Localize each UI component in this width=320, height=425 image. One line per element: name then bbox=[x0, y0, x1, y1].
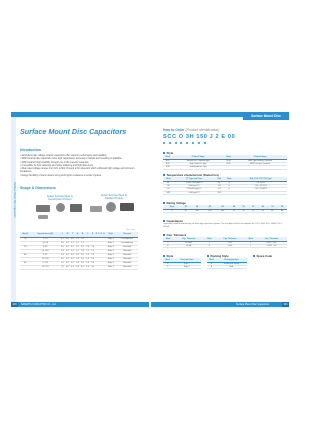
list-item: • Samwha's high voltage ceramic capacitors offer superior performance and reliability. bbox=[20, 155, 107, 157]
terminal2-label: Solder Terminal (Style 2) Standard Product bbox=[100, 194, 128, 200]
table-header-row: Mark Terminal Form bbox=[163, 258, 201, 262]
intro-heading: Introduction bbox=[20, 148, 41, 152]
list-item: • Wide rated voltage ranges from 1kV to 6kV, through a thin dielectric which withstand high voltage and minimum breakdown. bbox=[20, 168, 135, 174]
style2-table bbox=[163, 258, 201, 269]
table-row: B Bulk bbox=[207, 265, 247, 268]
dimensions-table bbox=[20, 232, 138, 270]
rating-table bbox=[163, 205, 287, 213]
table-row: 10~100 5.4 4.4 3.6 1.5 2.8 2.2 2.2 Style 2 Standard bbox=[20, 249, 138, 253]
table-row: V 50 100 250 500 1K 2K 3K 5K 6K 8K bbox=[163, 209, 287, 212]
style-table bbox=[163, 155, 287, 170]
capacitance-note: Capacitance shall be indicated by the three digit capacitance figures. The first digits shall be the multiplier. Ex: 150 = 15pF, 101 = 100pF, 102 = 1000pF bbox=[163, 223, 282, 228]
list-item: • Compatible for flow soldering and reflow soldering and high placement. bbox=[20, 164, 94, 167]
table-row: C ±0.25pF J ±5% Z +80%, -20% bbox=[163, 241, 287, 244]
tc-table bbox=[163, 177, 287, 195]
table-row: SCC Normal Disc Capacitor type SCM SMD Type Sealing Capacitor bbox=[163, 159, 287, 162]
tolerance-table bbox=[163, 237, 287, 248]
table-header-row: Mark Product Name Mark Product Name bbox=[163, 155, 287, 159]
table-row: 10~150 6.2 5.4 4.0 1.6 3.2 2.6 2.6 Style 2 Standard bbox=[20, 257, 138, 261]
table-row: 4D 5~220 7.0 6.0 4.0 1.8 3.6 2.8 2.8 Style 2 Standard bbox=[20, 261, 138, 265]
packing-heading: Packing Style bbox=[207, 254, 229, 258]
spare-heading: Spare Code bbox=[253, 254, 272, 258]
table-row: 10~56 4.6 3.4 3.4 1.2 2.2 Style 1 Development bbox=[20, 241, 138, 245]
table-header-row: Mark TC Type and Class EIA Mark EIA, TCA, Y5P, Y5V Type bbox=[163, 177, 287, 181]
unit-note: Unit : mm bbox=[126, 229, 135, 231]
table-row: 10~270 7.6 6.6 4.4 1.8 4.0 3.0 3.0 Style 2 Standard bbox=[20, 265, 138, 269]
intro-list bbox=[20, 155, 138, 178]
table-row: UJ -750±120 ppm/°C UJ F Y5V +22/-82% bbox=[163, 188, 287, 191]
style-heading: Style bbox=[163, 151, 173, 155]
terminal1-label: Solder Terminal (Style 1) Development Product bbox=[46, 195, 74, 201]
table-header-row: Mark Packaging Style bbox=[207, 258, 247, 262]
table-header-row: Mark Cap. Tolerance Mark Cap. Tolerance Mark Cap. Tolerance bbox=[163, 237, 287, 241]
page-number-right: 101 bbox=[283, 303, 288, 306]
page-number-left: 100 bbox=[12, 303, 17, 306]
rating-heading: Rating Voltage bbox=[163, 201, 186, 205]
table-row: 2 Style 2 bbox=[163, 265, 201, 268]
order-code: SCC O 3H 150 J 2 E 00 bbox=[163, 134, 236, 140]
footer-left-text: SAMWHA CAPACITOR CO., Ltd. bbox=[21, 303, 57, 306]
table-row: SCD High Dielectric Type ECE SMD Ceramic Capacitor bbox=[163, 162, 287, 165]
table-row: 2D 5~82 5.0 4.0 3.0 1.5 2.5 2.0 2.0 Style 2 Standard bbox=[20, 245, 138, 249]
table-row: SCE Semiconductor Type bbox=[163, 166, 287, 169]
style2-heading: Style bbox=[163, 254, 173, 258]
footer-right-text: Surface Mount Disc Capacitors bbox=[236, 303, 269, 306]
code-markers bbox=[163, 142, 206, 144]
table-header-row: Model Capacitance (pF) L W T A B C D E F G H Style Remark bbox=[20, 232, 138, 237]
list-item: • SMD Ceramic high reliability through use of the superior materials. bbox=[20, 161, 89, 164]
table-row: E Embossed Taping bbox=[207, 262, 247, 265]
table-row: D ±0.5pF K ±10% P +100%, -0% bbox=[163, 244, 287, 247]
table-row: SL -1000~+350 ppm/°C SL B Y5P ±10% bbox=[163, 181, 287, 184]
packing-table bbox=[207, 258, 247, 269]
header-tag: Surface Mount Disc Capacitors bbox=[243, 113, 289, 120]
order-heading: How to Order (Product Identification) bbox=[163, 128, 220, 132]
sidebar-label: Surface Mount Disc Capacitors bbox=[13, 182, 16, 218]
list-item: • Design flexibility of same device sizing and higher resistance to solder impacts. bbox=[20, 174, 102, 177]
table-row: 1D 2~10 4.4 3.0 3.0 1.2 2.0 Style 1 Development bbox=[20, 237, 138, 241]
tc-heading: Temperature characteristic (Dielectrics) bbox=[163, 173, 219, 177]
table-row: NP0 0±30 ppm/°C C0G bbox=[163, 191, 287, 194]
table-header-row: Mark 1H 2A 2E 2H 3A 3D 3F 3H 3J 3K bbox=[163, 205, 287, 209]
tolerance-heading: Cap. Tolerance bbox=[163, 233, 186, 237]
list-item: • SMD Ceramic disc capacitors have high capacitance and easy to handle and moulding is available. bbox=[20, 158, 123, 161]
capacitance-heading: Capacitance bbox=[163, 219, 183, 223]
page-title: Surface Mount Disc Capacitors bbox=[20, 127, 127, 136]
table-row: CH 0±60 ppm/°C CH E Y5U +22/-56% bbox=[163, 184, 287, 187]
shape-heading: Shape & Dimensions bbox=[20, 186, 56, 190]
table-row: 1 Style 1 bbox=[163, 262, 201, 265]
table-row: 3D 5~82 5.8 5.0 3.6 1.6 3.0 2.4 2.4 Style 2 Standard bbox=[20, 253, 138, 257]
